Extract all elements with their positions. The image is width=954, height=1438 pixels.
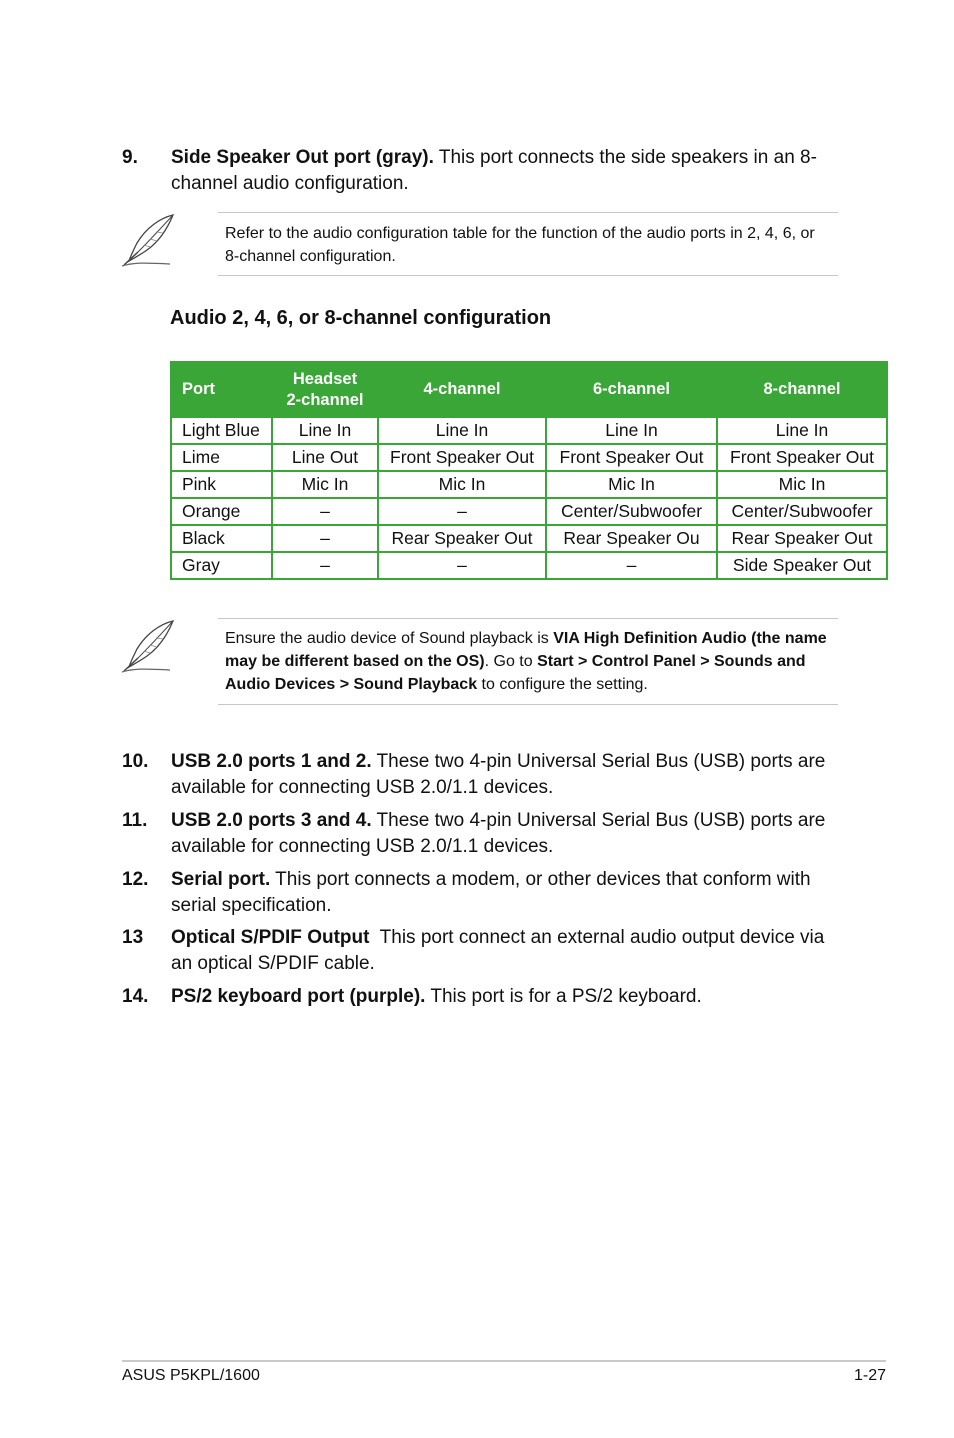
item-number: 13 <box>122 927 144 948</box>
item-title: USB 2.0 ports 3 and 4. <box>171 810 372 831</box>
cell-port: Gray <box>171 552 272 579</box>
footer-page-number: 1-27 <box>853 1367 886 1384</box>
header-4-channel: 4-channel <box>378 362 546 417</box>
item-text: These two 4-pin Universal Serial Bus (USB) ports are available for connecting USB 2.0/1.1 devices. <box>171 810 826 857</box>
table-row <box>171 444 887 471</box>
item-title: Side Speaker Out port (gray). <box>171 147 434 168</box>
cell: Rear Speaker Ou <box>546 525 717 552</box>
list-item-11 <box>122 808 832 860</box>
table-row <box>171 498 887 525</box>
cell: – <box>272 498 378 525</box>
cell: – <box>546 552 717 579</box>
audio-config-table <box>170 361 888 580</box>
cell-port: Lime <box>171 444 272 471</box>
list-item-13 <box>122 925 832 977</box>
item-title: USB 2.0 ports 1 and 2. <box>171 751 372 772</box>
list-item-10 <box>122 749 832 801</box>
cell: Front Speaker Out <box>717 444 887 471</box>
footer-product-name: ASUS P5KPL/1600 <box>122 1367 260 1384</box>
item-number: 10. <box>122 751 149 772</box>
cell: – <box>272 552 378 579</box>
cell: Mic In <box>378 471 546 498</box>
feather-note-icon <box>120 212 180 270</box>
cell: Front Speaker Out <box>546 444 717 471</box>
item-text: These two 4-pin Universal Serial Bus (USB) ports are available for connecting USB 2.0/1.1 devices. <box>171 751 826 798</box>
cell: Line In <box>272 417 378 444</box>
item-text: This port is for a PS/2 keyboard. <box>425 986 702 1007</box>
item-number: 11. <box>122 810 148 831</box>
cell: Center/Subwoofer <box>546 498 717 525</box>
header-6-channel: 6-channel <box>546 362 717 417</box>
header-8-channel: 8-channel <box>717 362 887 417</box>
cell: Line In <box>546 417 717 444</box>
table-row <box>171 471 887 498</box>
feather-note-icon <box>120 618 180 676</box>
section-title: Audio 2, 4, 6, or 8-channel configuration <box>170 307 552 329</box>
item-number: 14. <box>122 986 149 1007</box>
cell: – <box>378 552 546 579</box>
item-text: This port connects the side speakers in an 8-channel audio configuration. <box>171 147 817 194</box>
cell: Center/Subwoofer <box>717 498 887 525</box>
cell: Mic In <box>272 471 378 498</box>
item-number: 12. <box>122 869 149 890</box>
table-row <box>171 525 887 552</box>
list-item-12 <box>122 867 832 919</box>
cell: Rear Speaker Out <box>717 525 887 552</box>
cell-port: Pink <box>171 471 272 498</box>
cell: Side Speaker Out <box>717 552 887 579</box>
table-header-row <box>171 362 887 417</box>
item-text: This port connect an external audio output device via an optical S/PDIF cable. <box>171 927 830 974</box>
cell: Line Out <box>272 444 378 471</box>
cell-port: Black <box>171 525 272 552</box>
footer-divider <box>122 1360 886 1362</box>
cell-port: Light Blue <box>171 417 272 444</box>
table-row <box>171 417 887 444</box>
header-port: Port <box>171 362 272 417</box>
cell: Line In <box>717 417 887 444</box>
list-item-14 <box>122 984 832 1010</box>
cell: Mic In <box>546 471 717 498</box>
cell: – <box>272 525 378 552</box>
note-box-2 <box>218 618 838 705</box>
note-box-1 <box>218 212 838 276</box>
header-2-channel: Headset 2-channel <box>272 362 378 417</box>
cell: Mic In <box>717 471 887 498</box>
note-text: Ensure the audio device of Sound playback is VIA High Definition Audio (the name may be different based on the OS). Go to Start > Control Panel > Sounds and Audio Devices > Sound Playback to configure the setting. <box>225 630 827 693</box>
note-text: Refer to the audio configuration table for the function of the audio ports in 2, 4, 6, or 8-channel configuration. <box>225 225 815 265</box>
cell: Front Speaker Out <box>378 444 546 471</box>
item-title: Optical S/PDIF Output <box>171 927 370 948</box>
item-title: Serial port. <box>171 869 271 890</box>
cell: Line In <box>378 417 546 444</box>
item-title: PS/2 keyboard port (purple). <box>171 986 426 1007</box>
item-text: This port connects a modem, or other devices that conform with serial specification. <box>171 869 811 916</box>
cell-port: Orange <box>171 498 272 525</box>
cell: Rear Speaker Out <box>378 525 546 552</box>
item-number: 9. <box>122 147 138 168</box>
cell: – <box>378 498 546 525</box>
table-row <box>171 552 887 579</box>
list-item-9 <box>122 145 832 197</box>
